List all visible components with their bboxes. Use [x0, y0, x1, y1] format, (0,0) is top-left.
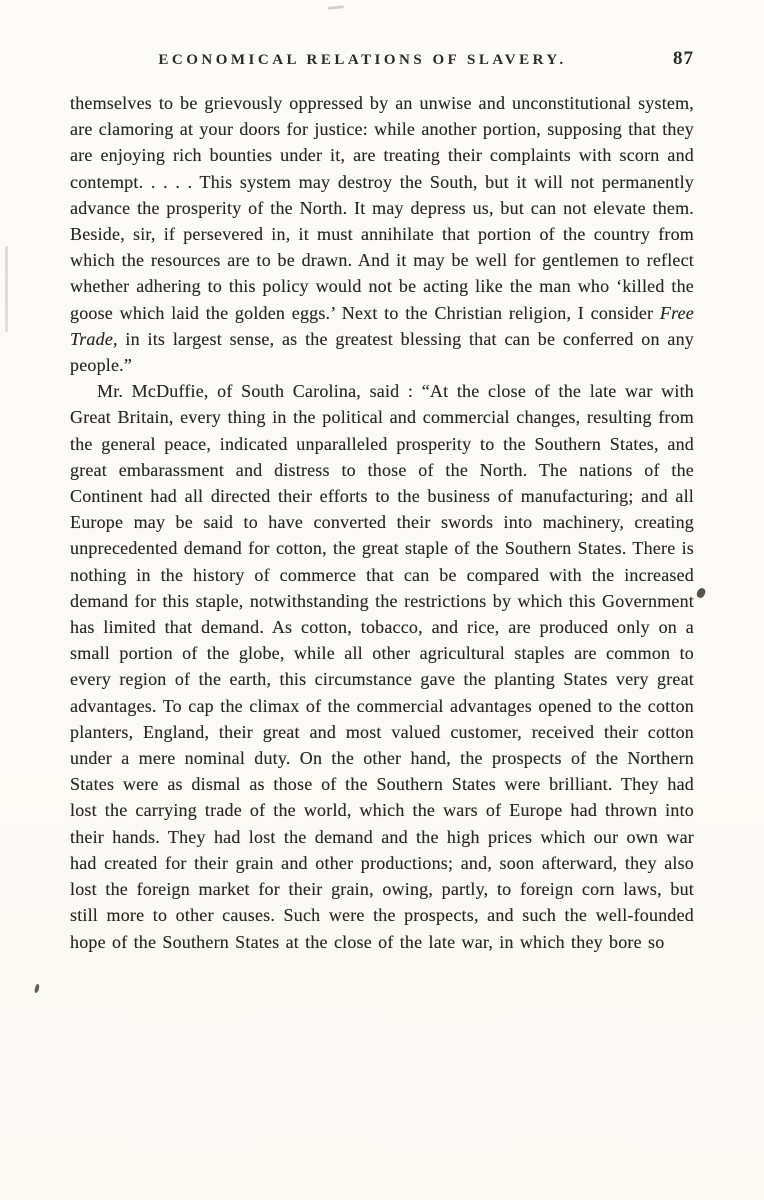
paragraph-1-italic-phrase: Free Trade	[70, 302, 694, 349]
paragraph-1	[70, 90, 694, 378]
scan-artifact	[328, 5, 344, 10]
paragraph-2: Mr. McDuffie, of South Carolina, said : “At the close of the late war with Great Britain, every thing in the political and commercial changes, resulting from the general peace, indicated unparalleled prosperity to the Southern States, and great embarassment and distress to those of the North. The nations of the Continent had all directed their efforts to the business of manufacturing; and all Europe may be said to have converted their swords into machinery, creating unprecedented demand for cotton, the great staple of the Southern States. There is nothing in the history of commerce that can be compared with the increased demand for this staple, notwithstanding the restrictions by which this Government has limited that demand. As cotton, tobacco, and rice, are produced only on a small portion of the globe, while all other agricultural staples are common to every region of the earth, this circumstance gave the planting States very great advantages. To cap the climax of the commercial advantages opened to the cotton planters, England, their great and most valued customer, received their cotton under a mere nominal duty. On the other hand, the prospects of the Northern States were as dismal as those of the Southern States were brilliant. They had lost the carrying trade of the world, which the wars of Europe had thrown into their hands. They had lost the demand and the high prices which our own war had created for their grain and other productions; and, soon afterward, they also lost the foreign market for their grain, owing, partly, to foreign corn laws, but still more to other causes. Such were the prospects, and such the well-founded hope of the Southern States at the close of the late war, in which they bore so	[70, 381, 694, 952]
running-title: ECONOMICAL RELATIONS OF SLAVERY.	[158, 52, 567, 68]
paragraph-1-text: themselves to be grievously oppressed by an unwise and unconstitutional system, are clamoring at your doors for justice: while another portion, supposing that they are enjoying rich bounties under it, are treating their complaints with scorn and contempt. . . . . This system may destroy the South, but it will not permanently advance the prosperity of the North. It may depress us, but can not elevate them. Beside, sir, if persevered in, it must annihilate that portion of the country from which the resources are to be drawn. And it may be well for gentlemen to reflect whether adhering to this policy would not be acting like the man who ‘killed the goose which laid the golden eggs.’ Next to the Christian religion, I consider	[70, 93, 694, 323]
scan-artifact	[34, 984, 40, 994]
running-head	[70, 48, 694, 70]
scan-artifact	[696, 587, 706, 599]
scan-artifact	[5, 246, 8, 332]
page-body	[70, 90, 694, 955]
page-number: 87	[673, 48, 694, 69]
paragraph-1-text-end: , in its largest sense, as the greatest blessing that can be conferred on any people.”	[70, 328, 694, 376]
